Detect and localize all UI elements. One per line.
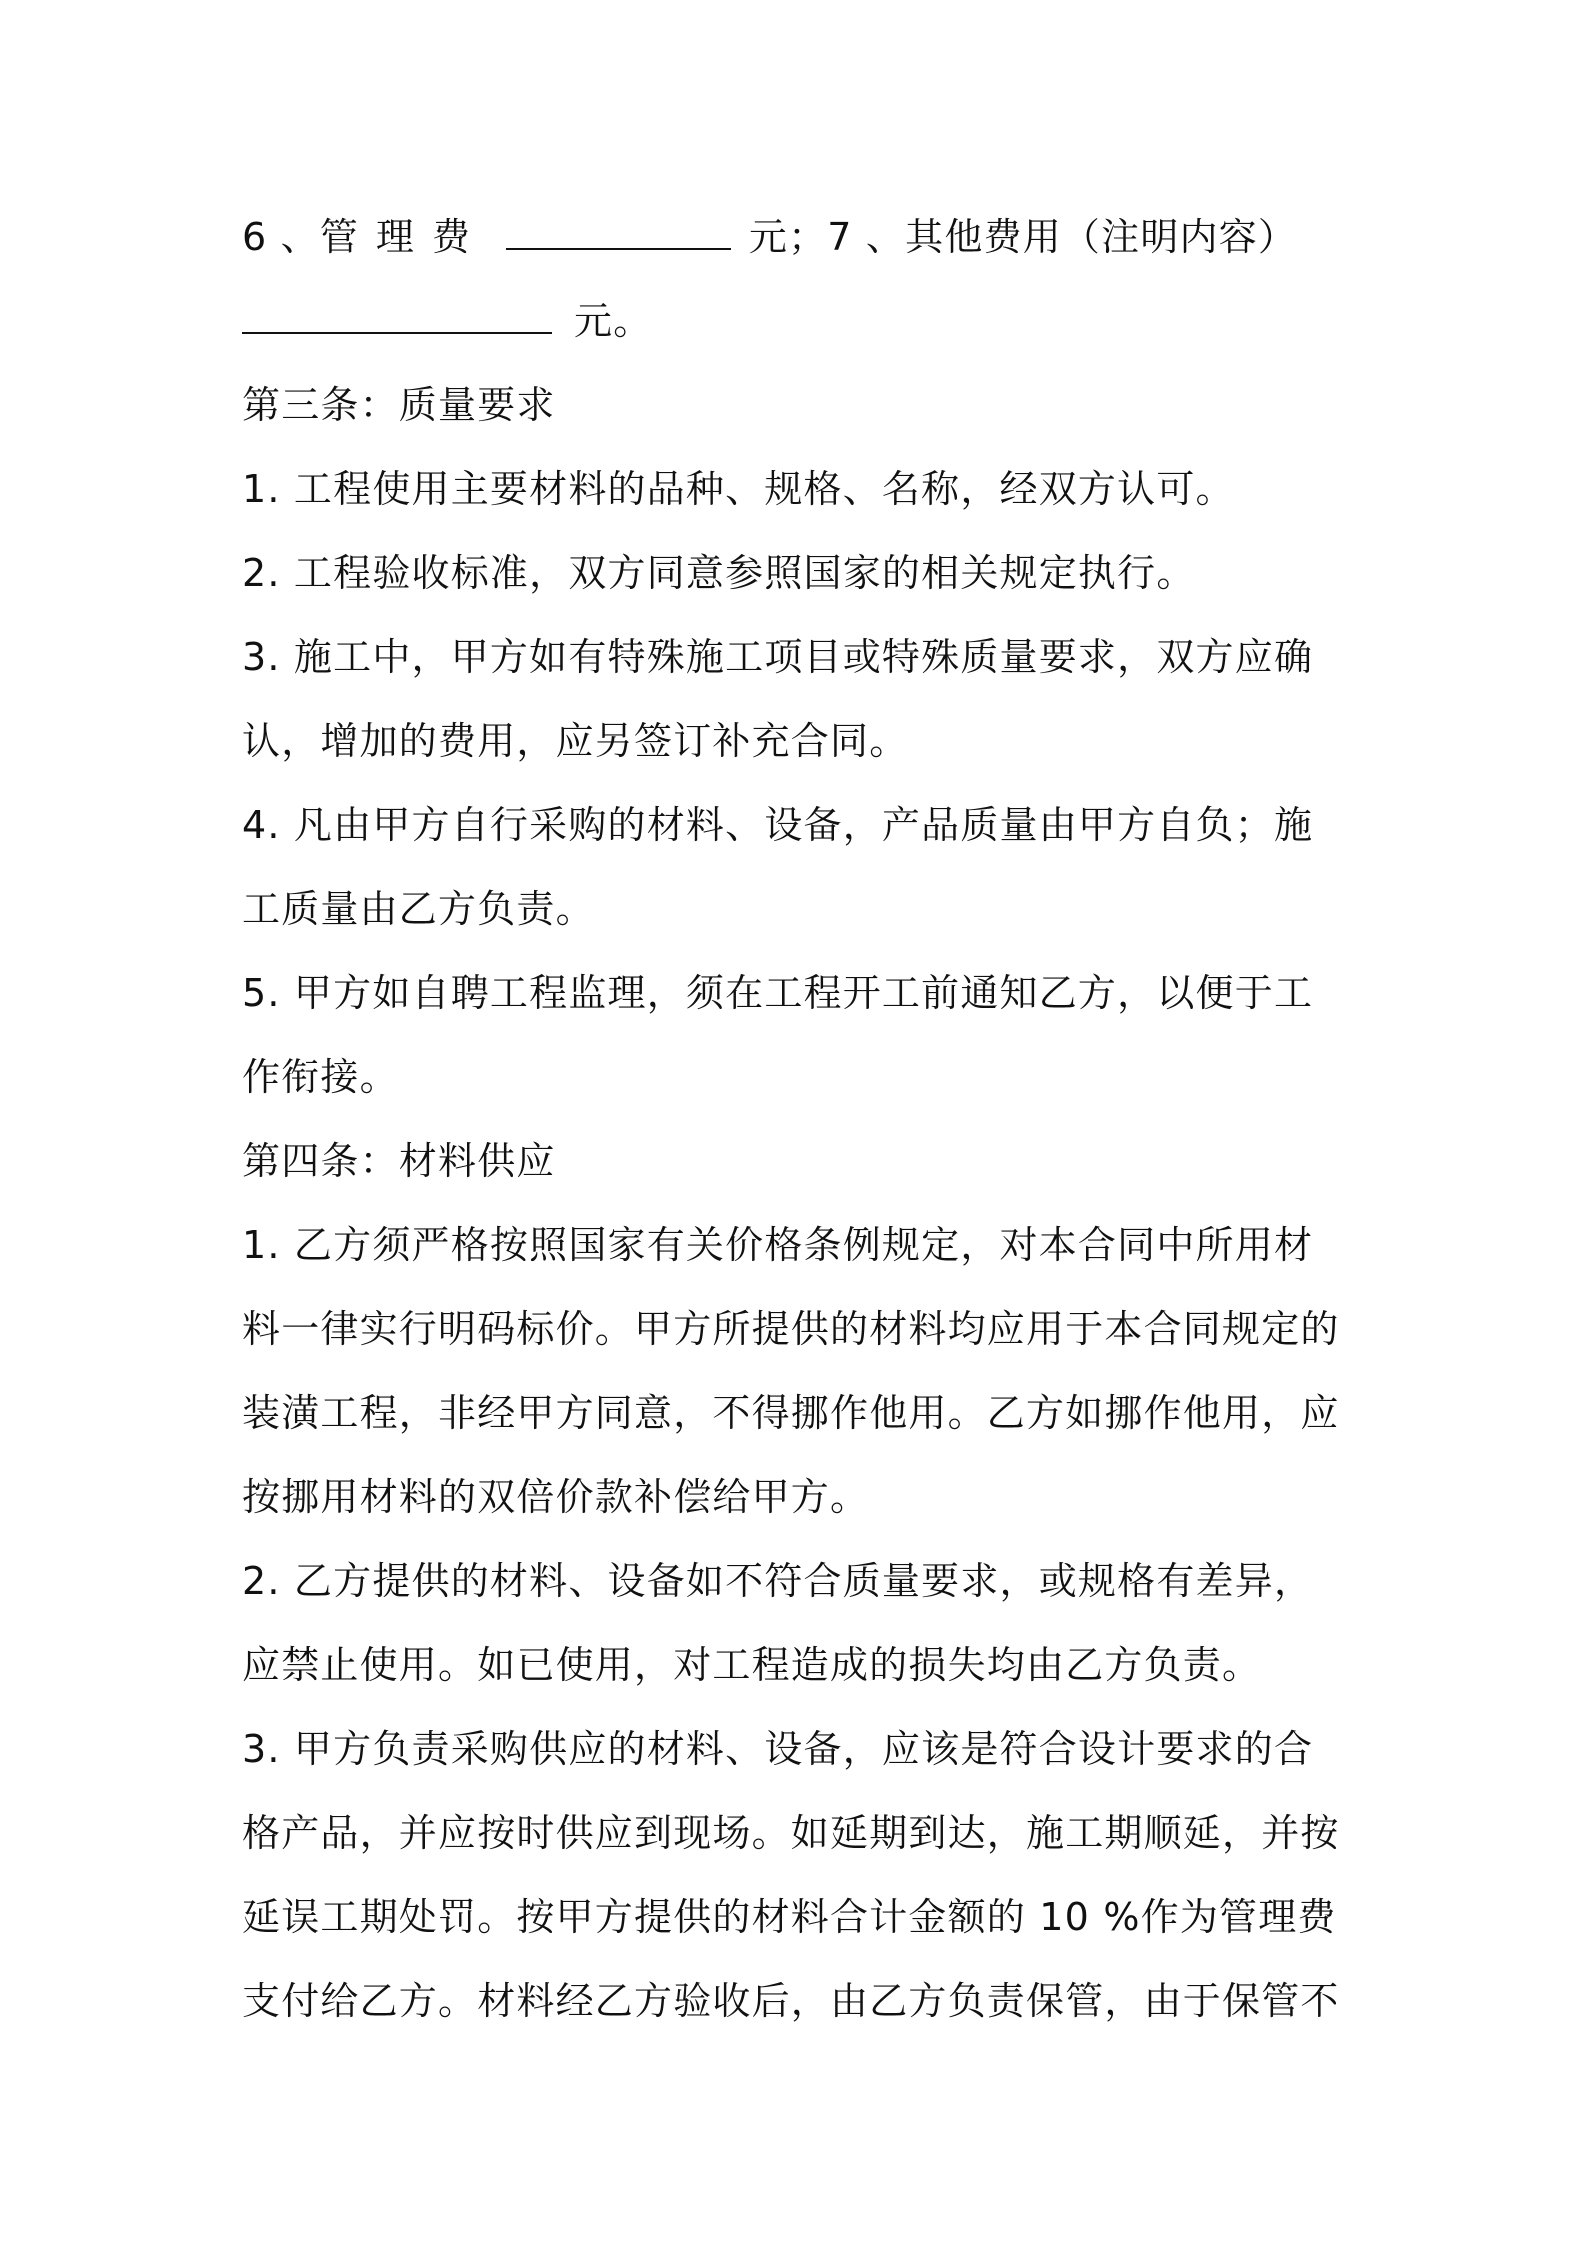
section3-line: 作衔接。 xyxy=(242,1055,399,1099)
section3-line: 5. 甲方如自聘工程监理，须在工程开工前通知乙方，以便于工 xyxy=(242,971,1314,1015)
section4-line: 应禁止使用。如已使用，对工程造成的损失均由乙方负责。 xyxy=(242,1643,1262,1687)
section3-line: 1. 工程使用主要材料的品种、规格、名称，经双方认可。 xyxy=(242,467,1235,511)
fee-line-item6 xyxy=(242,195,1357,279)
item6-label: 管理费 xyxy=(319,215,488,259)
section3-line: 3. 施工中，甲方如有特殊施工项目或特殊质量要求，双方应确 xyxy=(242,635,1314,679)
section4-line: 2. 乙方提供的材料、设备如不符合质量要求，或规格有差异， xyxy=(242,1559,1314,1603)
fee-line-item7 xyxy=(242,279,1357,363)
item7-suffix: 元。 xyxy=(574,299,653,343)
section3-heading: 第三条：质量要求 xyxy=(242,383,556,427)
item6-prefix: 6 、 xyxy=(242,215,320,259)
section4-line: 3. 甲方负责采购供应的材料、设备，应该是符合设计要求的合 xyxy=(242,1727,1314,1771)
item6-suffix: 元；7 、其他费用（注明内容） xyxy=(748,215,1298,259)
section4-line: 格产品，并应按时供应到现场。如延期到达，施工期顺延，并按 xyxy=(242,1811,1340,1855)
other-fee-blank xyxy=(242,298,552,334)
section4-line: 延误工期处罚。按甲方提供的材料合计金额的 10 %作为管理费 xyxy=(242,1895,1337,1939)
section3-line: 2. 工程验收标准，双方同意参照国家的相关规定执行。 xyxy=(242,551,1196,595)
section4-line: 装潢工程，非经甲方同意，不得挪作他用。乙方如挪作他用，应 xyxy=(242,1391,1340,1435)
management-fee-blank xyxy=(506,214,731,250)
section4-heading: 第四条：材料供应 xyxy=(242,1139,556,1183)
section3-line: 认，增加的费用，应另签订补充合同。 xyxy=(242,719,909,763)
section4-line: 料一律实行明码标价。甲方所提供的材料均应用于本合同规定的 xyxy=(242,1307,1340,1351)
document-body xyxy=(242,195,1357,2043)
section4-line: 1. 乙方须严格按照国家有关价格条例规定，对本合同中所用材 xyxy=(242,1223,1314,1267)
section4-line: 按挪用材料的双倍价款补偿给甲方。 xyxy=(242,1475,870,1519)
section4-line: 支付给乙方。材料经乙方验收后，由乙方负责保管，由于保管不 xyxy=(242,1979,1340,2023)
section3-line: 4. 凡由甲方自行采购的材料、设备，产品质量由甲方自负；施 xyxy=(242,803,1314,847)
section3-line: 工质量由乙方负责。 xyxy=(242,887,595,931)
